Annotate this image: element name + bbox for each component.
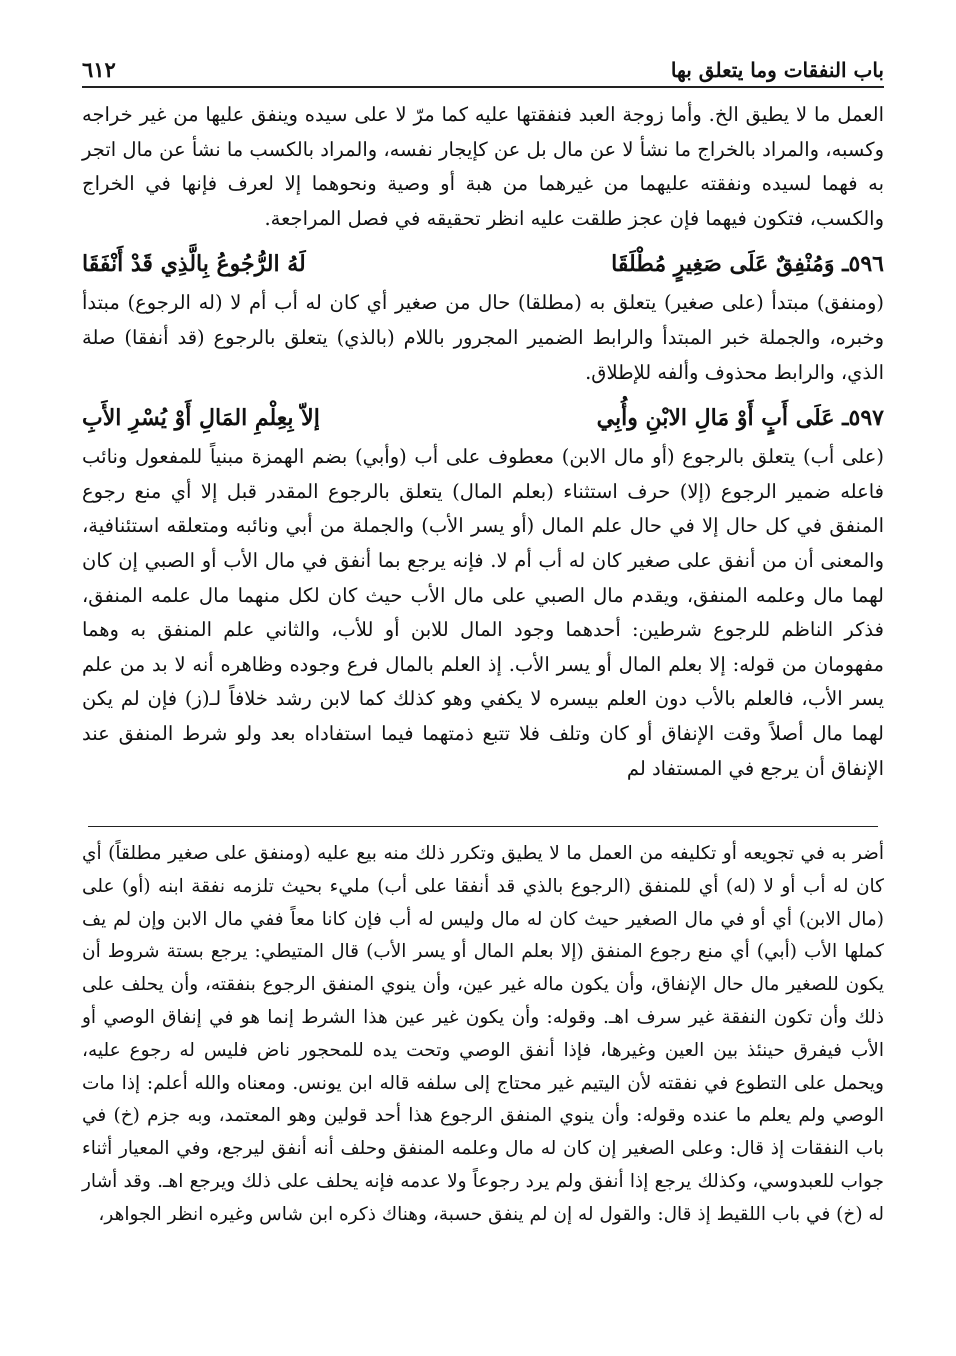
main-text <box>82 98 884 786</box>
margin-commentary-text: أضر به في تجويعه أو تكليفه من العمل ما لا يطيق وتكرر ذلك منه بيع عليه (ومنفق على صغير مطلقاً) أي كان له أب أو لا (له) أي للمنفق (الرجوع بالذي قد أنفقا على أب) مليء بحيث تلزمه نفقة ابنه (أو) على (مال الابن) أي أو في مال الصغير حيث كان له مال وليس له أب فإن كانا معاً ففي مال الابن وإن لم يف كملها الأب (أبي) أي منع رجوع المنفق (إلا بعلم المال أو يسر الأب) قال المتيطي: يرجع بستة شروط أن يكون للصغير مال حال الإنفاق، وأن يكون ماله غير عين، وأن ينوي المنفق الرجوع بنفقته، وأن يحلف على ذلك وأن تكون النفقة غير سرف اهـ. وقوله: وأن يكون غير عين هذا الشرط إنما هو في إنفاق الوصي أو الأب فيفرق حينئذ بين العين وغيرها، فإذا أنفق الوصي وتحت يده للمحجور ناض فليس له رجوع عليه، ويحمل على التطوع في نفقته لأن اليتيم غير محتاج إلى سلفه قاله ابن يونس. ومعناه والله أعلم: إذا مات الوصي ولم يعلم ما عنده وقوله: وأن ينوي المنفق الرجوع هذا أحد قولين وهو المعتمد، وبه جزم (خ) في باب النفقات إذ قال: وعلى الصغير إن كان له مال وعلمه المنفق وحلف أنه أنفق ليرجع، وفي المعيار أثناء جواب للعبدوسي، وكذلك يرجع إذا أنفق ولم يرد رجوعاً ولا عدمه فإنه يحلف على ذلك ويرجع اهـ. وقد أشار له (خ) في باب اللقيط إذ قال: والقول له إن لم ينفق حسبة، وهناك ذكره ابن شاس وغيره انظر الجواهر، <box>82 843 884 1225</box>
verse-596-first-hemistich: ٥٩٦ـ وَمُنْفِقٌ عَلَى صَغِيرٍ مُطْلَقَا <box>611 251 884 278</box>
commentary-paragraph-2: (ومنفق) مبتدأ (على صغير) يتعلق به (مطلقا) حال من صغير أي كان له أب أم لا (له الرجوع) مبتدأ وخبره، والجملة خبر المبتدأ والرابط الضمير المجرور باللام (بالذي) يتعلق بالرجوع (قد أنفقا) صلة الذي، والرابط محذوف وألفه للإطلاق. <box>82 291 884 384</box>
margin-commentary <box>82 838 884 1232</box>
page-header <box>82 40 884 88</box>
footnote-divider <box>88 826 878 827</box>
verse-596 <box>82 242 884 286</box>
running-title: باب النفقات وما يتعلق بها <box>670 58 884 82</box>
verse-597 <box>82 396 884 440</box>
verse-597-first-hemistich: ٥٩٧ـ عَلَى أَبٍ أَوْ مَالِ الابْنِ وأُبِي <box>596 405 884 432</box>
page-number: ٦١٢ <box>82 57 116 82</box>
commentary-paragraph-1: العمل ما لا يطيق الخ. وأما زوجة العبد فنفقتها عليه كما مرّ لا على سيده وينفق عليها من غير خراجه وكسبه، والمراد بالخراج ما نشأ لا عن مال بل عن كإيجار نفسه، والمراد بالكسب ما نشأ عن مال اتجر به فهما لسيده ونفقته عليهما من غيرهما من هبة أو وصية ونحوهما إلا لعرف فإنها في الخراج والكسب، فتكون فيهما فإن عجز طلقت عليه انظر تحقيقه في فصل المراجعة. <box>82 103 884 230</box>
verse-596-second-hemistich: لَهُ الرُّجُوعُ بِالَّذِي قَدْ أَنْفَقَا <box>82 251 306 278</box>
commentary-paragraph-3: (على أب) يتعلق بالرجوع (أو مال الابن) معطوف على أب (وأبي) بضم الهمزة مبنياً للمفعول ونائب فاعله ضمير الرجوع (إلا) حرف استثناء (بعلم المال) يتعلق بالرجوع المقدر قبل إلا أي منع رجوع المنفق في كل حال إلا في حال علم المال (أو يسر الأب) والجملة من أبي ونائبه ومتعلقه استئنافية، والمعنى أن من أنفق على صغير كان له أب أم لا. فإنه يرجع بما أنفق في مال الأب أو الصبي إن كان لهما مال وعلمه المنفق، ويقدم مال الصبي على مال الأب حيث كان لكل منهما مال علمه المنفق، فذكر الناظم للرجوع شرطين: أحدهما وجود المال للابن أو للأب، والثاني علم المنفق به وهما مفهومان من قوله: إلا بعلم المال أو يسر الأب. إذ العلم بالمال فرع وجوده وظاهره أنه لا بد من علم يسر الأب، فالعلم بالأب دون العلم بيسره لا يكفي وهو كذلك كما لابن رشد خلافاً لـ(ز) فإن لم يكن لهما مال أصلاً وقت الإنفاق أو كان وتلف فلا تتبع ذمتهما فيما استفاداه بعد ولو شرط المنفق عند الإنفاق أن يرجع في المستفاد لم <box>82 445 884 780</box>
verse-597-second-hemistich: إلاّ بِعِلْمِ المَالِ أَوْ يُسْرِ الأَبِ <box>82 405 320 432</box>
